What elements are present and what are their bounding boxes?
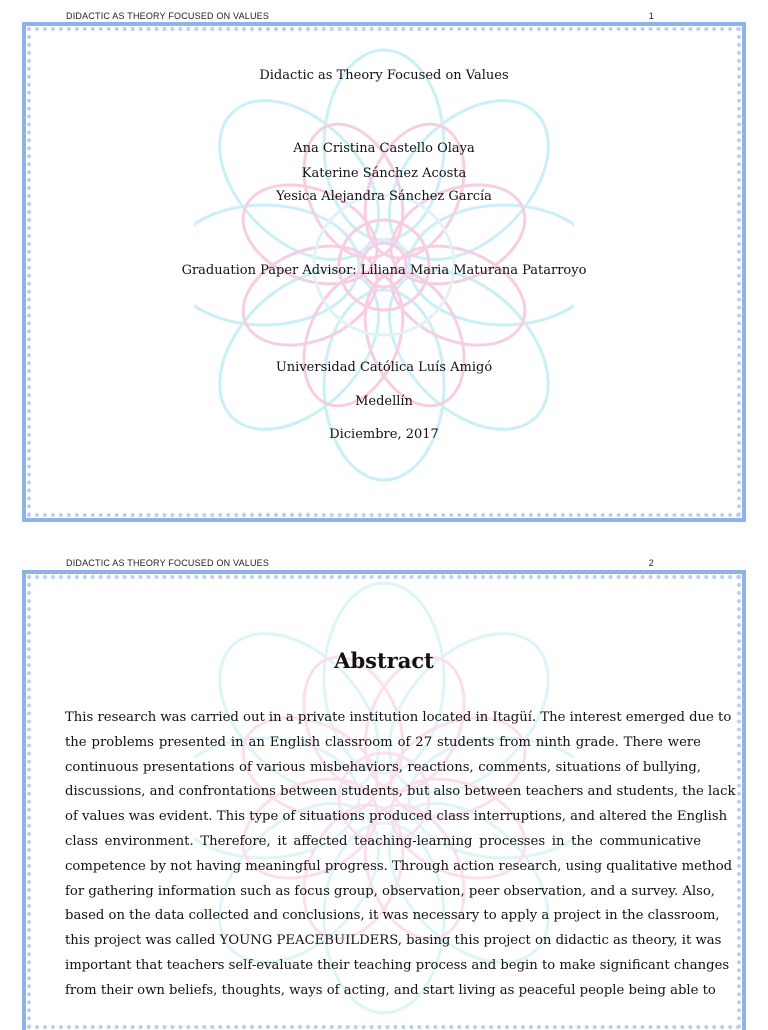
author-3: Yesica Alejandra Sánchez García (276, 189, 492, 204)
abstract-line: competence by not having meaningful progress. Through action research, using qualitative method (65, 858, 733, 874)
abstract-line: for gathering information such as focus group, observation, peer observation, and a survey. Also, (65, 883, 715, 899)
abstract-line: class environment. Therefore, it affected teaching-learning processes in the communicative (65, 833, 701, 849)
page-number: 2 (648, 558, 654, 568)
document-title: Didactic as Theory Focused on Values (259, 68, 509, 83)
page-number: 1 (648, 11, 654, 21)
advisor: Graduation Paper Advisor: Liliana Maria Maturana Patarroyo (181, 263, 587, 278)
abstract-line: continuous presentations of various misbehaviors, reactions, comments, situations of bullying, (65, 759, 701, 775)
abstract-line: of values was evident. This type of situations produced class interruptions, and altered the English (65, 809, 728, 825)
abstract-line: discussions, and confrontations between students, but also between teachers and students, the lack (65, 784, 736, 800)
date: Diciembre, 2017 (329, 427, 439, 442)
running-head (66, 558, 654, 570)
abstract-body (65, 706, 736, 1004)
author-1: Ana Cristina Castello Olaya (293, 141, 475, 156)
abstract-line: the problems presented in an English classroom of 27 students from ninth grade. There were (65, 734, 701, 750)
abstract-line: This research was carried out in a private institution located in Itagüí. The interest emerged due to (65, 710, 732, 725)
abstract-line: this project was called YOUNG PEACEBUILDERS, basing this project on didactic as theory, it was (65, 933, 722, 949)
abstract-page (0, 548, 768, 1024)
institution: Universidad Católica Luís Amigó (275, 360, 493, 375)
author-2: Katerine Sánchez Acosta (301, 166, 467, 181)
abstract-line: from their own beliefs, thoughts, ways of acting, and start living as peaceful people being able to (65, 982, 716, 998)
abstract-heading: Abstract (334, 648, 434, 673)
running-head-text: DIDACTIC AS THEORY FOCUSED ON VALUES (66, 11, 270, 21)
city: Medellín (355, 394, 413, 409)
abstract-line: based on the data collected and conclusions, it was necessary to apply a project in the classroom, (65, 908, 720, 924)
running-head-text: DIDACTIC AS THEORY FOCUSED ON VALUES (66, 558, 270, 568)
abstract-line: important that teachers self-evaluate their teaching process and begin to make significant changes (65, 957, 730, 973)
